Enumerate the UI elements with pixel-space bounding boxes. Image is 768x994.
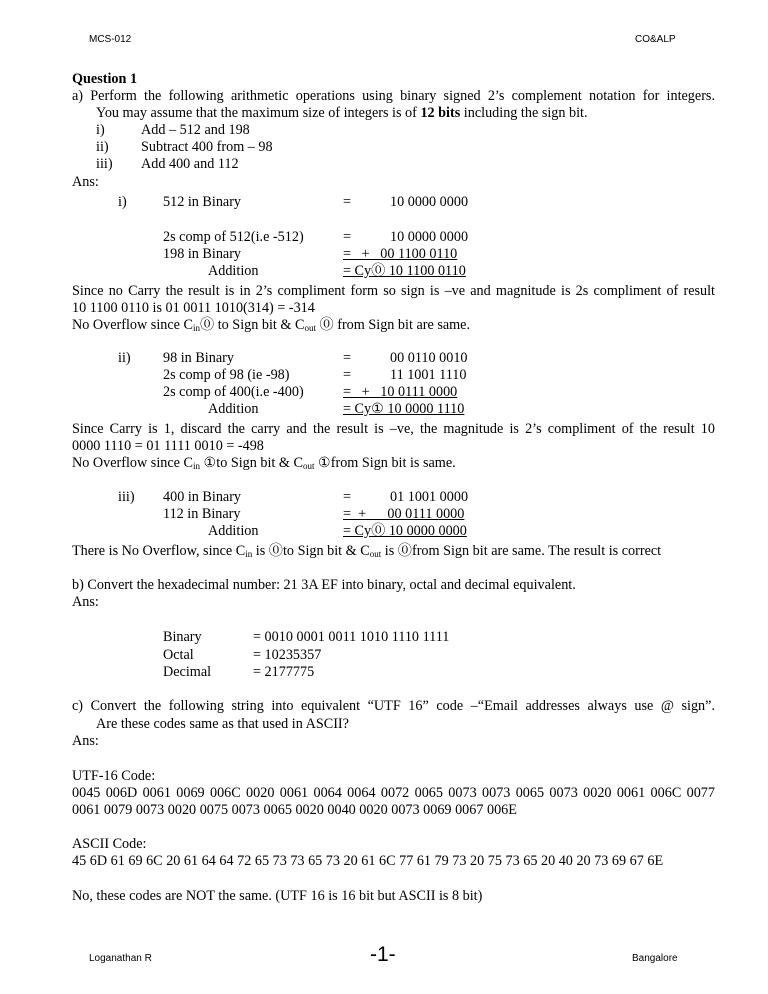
calc-label: Addition	[208, 523, 259, 539]
overflow-text: There is No Overflow, since C	[72, 543, 246, 559]
subscript-out: out	[302, 461, 315, 471]
overflow-text: is ⓪to Sign bit & C	[252, 543, 370, 559]
calc-equals: =	[343, 350, 352, 366]
subscript-in: in	[245, 549, 253, 559]
answer-label: Ans:	[72, 594, 99, 610]
footer-location: Bangalore	[632, 953, 678, 964]
header-subject: CO&ALP	[635, 34, 676, 45]
ascii-title: ASCII Code:	[72, 836, 147, 852]
subscript-out: out	[369, 549, 382, 559]
calc-value: 01 1001 0000	[390, 489, 469, 505]
question-a-line1: a) Perform the following arithmetic operations using binary signed 2’s complement notation for integers.	[72, 88, 715, 104]
conversion-value: = 2177775	[253, 664, 315, 680]
calc-value-underlined: = + 10 0111 0000	[343, 384, 458, 400]
overflow-text: ⓪ from Sign bit are same.	[315, 317, 471, 333]
page-number: -1-	[370, 943, 396, 966]
calc-value: 10 0000 0000	[390, 194, 469, 210]
overflow-text: ①from Sign bit is same.	[314, 455, 456, 471]
conversion-label: Octal	[163, 647, 194, 663]
overflow-statement	[72, 455, 456, 472]
conversion-label: Decimal	[163, 664, 212, 680]
conversion-label: Binary	[163, 629, 202, 645]
question-c-line1: c) Convert the following string into equivalent “UTF 16” code –“Email addresses always use @ sign”.	[72, 698, 715, 714]
overflow-statement	[72, 543, 661, 560]
overflow-text: ⓪ to Sign bit & C	[199, 317, 305, 333]
calc-value-underlined: = + 00 1100 0110	[343, 246, 458, 262]
calc-equals: =	[343, 367, 352, 383]
question-c-line2: Are these codes same as that used in ASCII?	[96, 716, 349, 732]
calc-value-underlined: = + 00 0111 0000	[343, 506, 465, 522]
item-number: ii)	[96, 139, 109, 155]
calc-equals: =	[343, 229, 352, 245]
question-b: b) Convert the hexadecimal number: 21 3A EF into binary, octal and decimal equivalent.	[72, 577, 576, 593]
calc-label: 2s comp of 512(i.e -512)	[163, 229, 304, 245]
question-a-line2-bold: 12 bits	[420, 105, 461, 121]
question-a-line2-post: including the sign bit.	[460, 105, 588, 121]
calc-result: = Cy① 10 0000 1110	[343, 401, 465, 417]
part-number: ii)	[118, 350, 131, 366]
calc-label: 2s comp of 400(i.e -400)	[163, 384, 304, 400]
subscript-out: out	[304, 323, 316, 333]
explanation-line: 10 1100 0110 is 01 0011 1010(314) = -314	[72, 300, 315, 316]
part-number: i)	[118, 194, 127, 210]
item-number: i)	[96, 122, 105, 138]
calc-equals: =	[343, 194, 352, 210]
calc-label: Addition	[208, 263, 259, 279]
overflow-text: is ⓪from Sign bit are same. The result is correct	[381, 543, 662, 559]
utf16-code-line: 0061 0079 0073 0020 0075 0073 0065 0020 0040 0020 0073 0069 0067 006E	[72, 802, 517, 818]
calc-equals: =	[343, 489, 352, 505]
calc-label: 2s comp of 98 (ie -98)	[163, 367, 290, 383]
ascii-code-line: 45 6D 61 69 6C 20 61 64 64 72 65 73 73 65 73 20 61 6C 77 61 79 73 20 75 73 65 20 40 20 73 69 67 6E	[72, 853, 664, 869]
overflow-text: No Overflow since C	[72, 317, 193, 333]
calc-label: 198 in Binary	[163, 246, 242, 262]
overflow-text: ①to Sign bit & C	[199, 455, 303, 471]
item-text: Add 400 and 112	[141, 156, 239, 172]
calc-label: 112 in Binary	[163, 506, 241, 522]
question-a-line2-pre: You may assume that the maximum size of integers is of	[96, 105, 421, 121]
item-text: Add – 512 and 198	[141, 122, 250, 138]
utf16-code-line: 0045 006D 0061 0069 006C 0020 0061 0064 0064 0072 0065 0073 0073 0065 0073 0020 0061 006C 0077	[72, 785, 715, 801]
calc-value: 00 0110 0010	[390, 350, 468, 366]
conclusion: No, these codes are NOT the same. (UTF 16 is 16 bit but ASCII is 8 bit)	[72, 888, 483, 904]
question-a-line2	[96, 105, 588, 122]
header-course-code: MCS-012	[89, 34, 132, 45]
question-title: Question 1	[72, 71, 138, 87]
calc-value: 11 1001 1110	[390, 367, 467, 383]
item-text: Subtract 400 from – 98	[141, 139, 273, 155]
explanation-line: Since Carry is 1, discard the carry and the result is –ve, the magnitude is 2’s compliment of the result 10	[72, 421, 715, 437]
calc-label: 512 in Binary	[163, 194, 242, 210]
calc-label: Addition	[208, 401, 259, 417]
footer-author: Loganathan R	[89, 953, 152, 964]
conversion-value: = 0010 0001 0011 1010 1110 1111	[253, 629, 450, 645]
calc-result: = Cy⓪ 10 1100 0110	[343, 263, 466, 279]
answer-label: Ans:	[72, 174, 99, 190]
explanation-line: 0000 1110 = 01 1111 0010 = -498	[72, 438, 264, 454]
calc-result: = Cy⓪ 10 0000 0000	[343, 523, 467, 539]
overflow-statement	[72, 317, 470, 334]
calc-label: 98 in Binary	[163, 350, 234, 366]
conversion-value: = 10235357	[253, 647, 322, 663]
utf16-title: UTF-16 Code:	[72, 768, 156, 784]
subscript-in: in	[192, 323, 200, 333]
item-number: iii)	[96, 156, 113, 172]
overflow-text: No Overflow since C	[72, 455, 193, 471]
calc-label: 400 in Binary	[163, 489, 242, 505]
explanation-line: Since no Carry the result is in 2’s compliment form so sign is –ve and magnitude is 2s compliment of result	[72, 283, 715, 299]
part-number: iii)	[118, 489, 135, 505]
subscript-in: in	[192, 461, 200, 471]
answer-label: Ans:	[72, 733, 99, 749]
calc-value: 10 0000 0000	[390, 229, 469, 245]
